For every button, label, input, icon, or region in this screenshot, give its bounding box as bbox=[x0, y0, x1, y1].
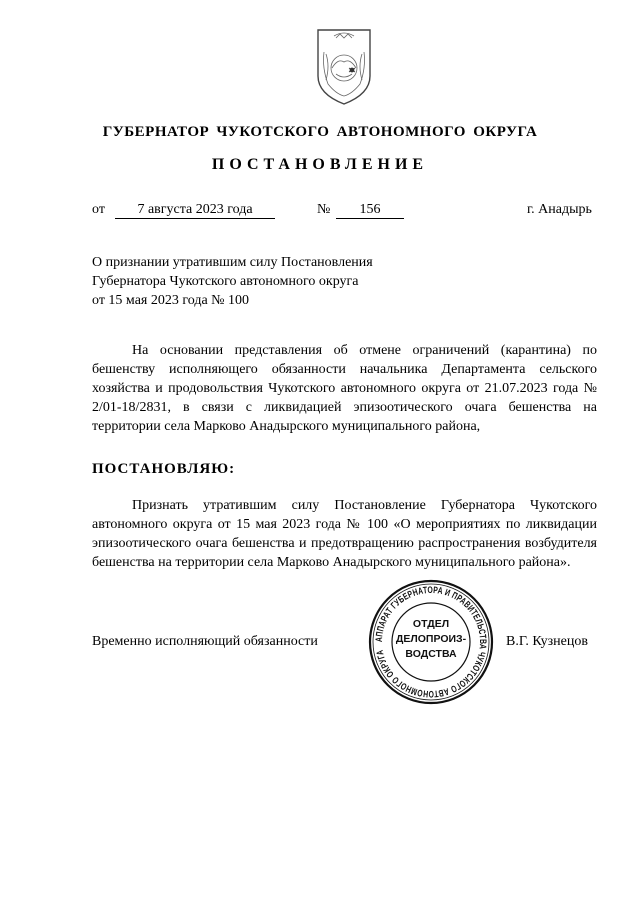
signatory-name: В.Г. Кузнецов bbox=[506, 634, 588, 649]
document-date bbox=[115, 202, 275, 219]
stamp-line: ВОДСТВА bbox=[405, 648, 457, 660]
decree-paragraph: Признать утратившим силу Постановление Губернатора Чукотского автономного округа от 15 мая 2023 года № 100 «О мероприятиях по ликвидации эпизоотического очага бешенства и предотвращению распространения возбудителя бешенства на территории села Марково Анадырского муниципального района». bbox=[92, 498, 597, 570]
subject-line: от 15 мая 2023 года № 100 bbox=[92, 293, 250, 308]
date-prefix: от bbox=[92, 202, 105, 217]
stamp-ring-text: АППАРАТ ГУБЕРНАТОРА И ПРАВИТЕЛЬСТВА ЧУКОТСКОГО АВТОНОМНОГО ОКРУГА bbox=[373, 584, 489, 700]
subject-line: Губернатора Чукотского автономного округа bbox=[92, 274, 359, 289]
signatory-position: Временно исполняющий обязанности bbox=[92, 634, 318, 649]
document-number bbox=[336, 202, 404, 219]
decree-heading: ПОСТАНОВЛЯЮ: bbox=[92, 461, 236, 477]
stamp-line: ОТДЕЛ bbox=[412, 618, 450, 630]
preamble-paragraph: На основании представления об отмене ограничений (карантина) по бешенству исполняющего обязанности начальника Департамента сельского хозяйства и продовольствия Чукотского автономного округа от 21.07.2023 года № 2/01-18/2831, в связи с ликвидацией эпизоотического очага бешенства на территории села Марково Анадырского муниципального района, bbox=[92, 343, 597, 434]
document-subject bbox=[92, 253, 402, 310]
issuing-authority: ГУБЕРНАТОР ЧУКОТСКОГО АВТОНОМНОГО ОКРУГА bbox=[102, 124, 538, 140]
document-date-value: 7 августа 2023 года bbox=[115, 202, 275, 219]
stamp-line: ДЕЛОПРОИЗ- bbox=[395, 633, 467, 645]
document-type: ПОСТАНОВЛЕНИЕ bbox=[211, 156, 429, 173]
subject-line: О признании утратившим силу Постановления bbox=[92, 255, 373, 270]
coat-of-arms-icon bbox=[312, 24, 376, 108]
number-sign: № bbox=[317, 202, 331, 217]
office-stamp bbox=[367, 578, 495, 706]
document-city: г. Анадырь bbox=[527, 202, 592, 217]
document-number-value: 156 bbox=[336, 202, 404, 219]
